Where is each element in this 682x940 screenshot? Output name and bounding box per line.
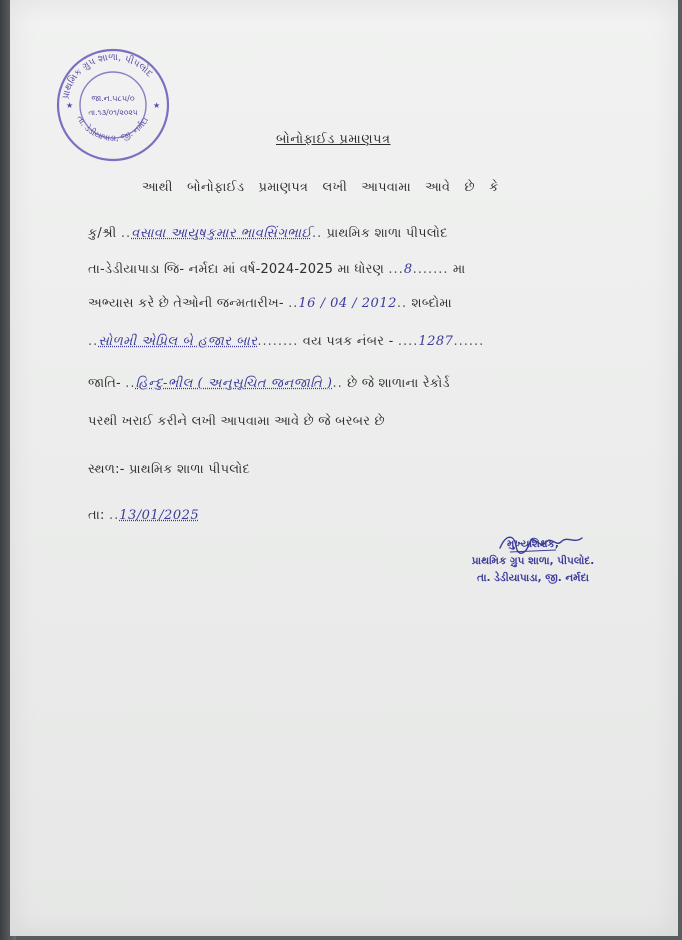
honorific-label: કુ/શ્રી	[88, 226, 117, 241]
date-line: તા: ..13/01/2025	[88, 508, 200, 523]
dob-line: અભ્યાસ કરે છે તેઓની જન્મતારીખ- ..16 / 04 / 2012.. શબ્દોમા	[88, 296, 452, 311]
register-number: 1287	[418, 334, 454, 349]
standard-suffix: મા	[452, 262, 466, 277]
year-text: તા-ડેડીયાપાડા જિ- નર્મદા માં વર્ષ-2024-2025 મા ધોરણ	[88, 262, 385, 277]
in-words-label: શબ્દોમા	[411, 296, 452, 311]
dob-value: 16 / 04 / 2012	[298, 296, 397, 311]
standard-line: તા-ડેડીયાપાડા જિ- નર્મદા માં વર્ષ-2024-2025 મા ધોરણ ...8....... મા	[88, 262, 466, 277]
verification-line: પરથી ખરાઈ કરીને લખી આપવામા આવે છે જે બરબર છે	[88, 414, 385, 429]
caste-label: જાતિ-	[88, 376, 121, 391]
date-value: 13/01/2025	[119, 508, 200, 523]
seal-bottom-text: તા. ડેડીયાપાડા, જી. નર્મદા	[73, 114, 152, 144]
date-label: તા:	[88, 508, 105, 523]
school-name-text: પ્રાથમિક શાળા પીપલોદ	[326, 226, 448, 241]
certificate-page	[10, 0, 678, 936]
dob-label: અભ્યાસ કરે છે તેઓની જન્મતારીખ-	[88, 296, 284, 311]
standard-value: 8	[403, 262, 413, 277]
seal-star-icon: ★	[153, 101, 161, 110]
signature-block	[448, 536, 618, 587]
seal-outer-text: પ્રાથમિક ગ્રુપ શાળા, પીપલોદ	[60, 51, 155, 101]
school-stamp-text: પ્રાથમિક ગ્રુપ શાળા, પીપલોદ.	[471, 555, 595, 567]
dob-words-line: ..સોળમી એપ્રિલ બે હજાર બાર........ વય પત્રક નંબર - ....1287......	[88, 334, 485, 349]
student-name-line: કુ/શ્રી ..વસાવા આયુષકુમાર ભાવસિંગભાઈ.. પ્રાથમિક શાળા પીપલોદ	[88, 226, 448, 241]
student-name: વસાવા આયુષકુમાર ભાવસિંગભાઈ	[131, 226, 312, 241]
seal-line-1: જા.ન.૫૮૫/૦	[91, 94, 135, 103]
seal-line-2: તા.૧૩/૦૧/૨૦૨૫	[88, 108, 138, 117]
place-line: સ્થળ:- પ્રાથમિક શાળા પીપલોદ	[88, 462, 250, 477]
school-seal	[54, 46, 172, 164]
caste-line: જાતિ- ..હિન્દુ-ભીલ ( અનુસૂચિત જનજાતિ ).. છે જે શાળાના રેકોર્ડ	[88, 376, 450, 391]
dob-in-words: સોળમી એપ્રિલ બે હજાર બાર	[98, 334, 258, 349]
intro-line: આથી બોનોફાઈડ પ્રમાણપત્ર લખી આપવામા આવે છે કે	[142, 180, 499, 195]
svg-text:તા. ડેડીયાપાડા, જી. નર્મદા	[74, 114, 151, 144]
certificate-title: બોનોફાઈડ પ્રમાણપત્ર	[276, 132, 391, 147]
caste-value: હિન્દુ-ભીલ ( અનુસૂચિત જનજાતિ )	[135, 376, 333, 391]
taluka-district-text: તા. ડેડીયાપાડા, જી. નર્મદા	[476, 572, 590, 584]
caste-suffix: છે જે શાળાના રેકોર્ડ	[347, 376, 450, 391]
seal-star-icon: ★	[66, 101, 74, 110]
register-label: વય પત્રક નંબર -	[302, 334, 394, 349]
designation-text: મુખ્યશિક્ષક,	[507, 538, 559, 550]
